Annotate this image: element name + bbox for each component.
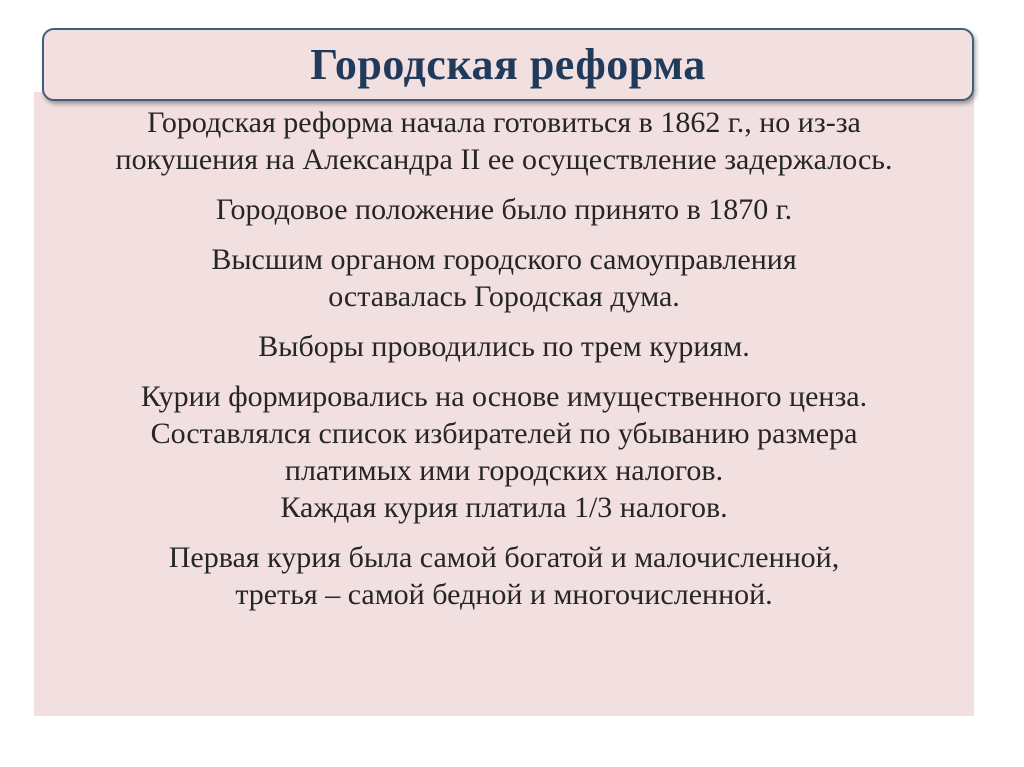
text-line: Курии формировались на основе имущественного ценза. [140,380,868,413]
text-line: Составлялся список избирателей по убыванию размера [150,417,858,450]
paragraph-curiae-formation [34,378,974,526]
paragraph-preparation [34,104,974,178]
text-line: третья – самой бедной и многочисленной. [235,578,773,611]
text-line: платимых ими городских налогов. [284,454,724,487]
text-line: Выборы проводились по трем куриям. [258,330,750,363]
text-line: Первая курия была самой богатой и малочисленной, [168,541,840,574]
paragraph-city-duma [34,241,974,315]
text-line: покушения на Александра II ее осуществление задержалось. [115,143,893,176]
slide-title: Городская реформа [310,40,706,89]
text-line: Каждая курия платила 1/3 налогов. [280,491,728,524]
text-line: Городовое положение было принято в 1870 г. [215,193,793,226]
text-line: оставалась Городская дума. [328,280,680,313]
slide-body [34,104,974,626]
paragraph-elections [34,328,974,365]
title-box [42,28,974,101]
paragraph-adoption [34,191,974,228]
text-line: Высшим органом городского самоуправления [211,243,797,276]
paragraph-curiae-comparison [34,539,974,613]
text-line: Городская реформа начала готовиться в 1862 г., но из-за [147,106,861,139]
